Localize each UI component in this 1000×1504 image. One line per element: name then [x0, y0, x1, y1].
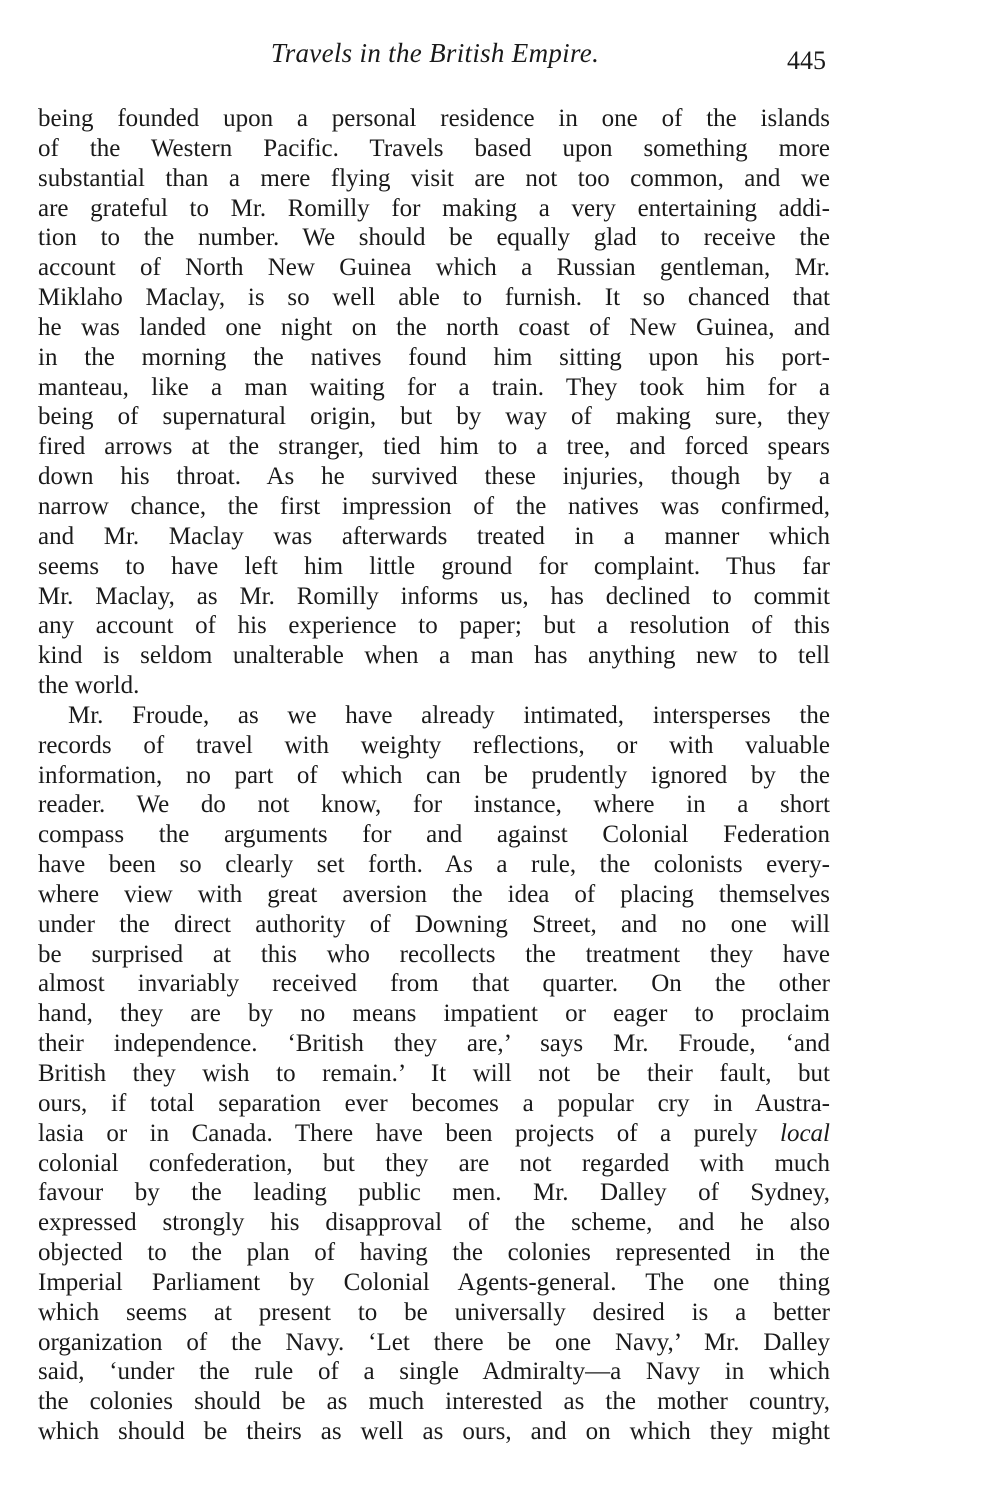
text-line: seems to have left him little ground for complaint. Thus far	[38, 552, 830, 580]
text-line: said, ‘under the rule of a single Admiralty—a Navy in which	[38, 1358, 830, 1386]
text-line: manteau, like a man waiting for a train. They took him for a	[38, 373, 830, 401]
text-line: being founded upon a personal residence in one of the islands	[38, 105, 830, 132]
text-line: British they wish to remain.’ It will not be their fault, but	[38, 1060, 830, 1087]
text-line: expressed strongly his disapproval of the scheme, and he also	[38, 1209, 830, 1237]
text-line: any account of his experience to paper; but a resolution of this	[38, 612, 830, 640]
text-line: which seems at present to be universally desired is a better	[38, 1298, 830, 1326]
text-line: fired arrows at the stranger, tied him to a tree, and forced spears	[38, 433, 830, 461]
text-line: tion to the number. We should be equally glad to receive the	[38, 224, 830, 252]
text-line: kind is seldom unalterable when a man has anything new to tell	[38, 642, 830, 670]
text-line: compass the arguments for and against Colonial Federation	[38, 821, 830, 849]
text-segment: lasia or in Canada. There have been projects of a purely	[38, 1119, 758, 1147]
text-line: narrow chance, the first impression of the natives was confirmed,	[38, 492, 830, 520]
text-line: down his throat. As he survived these injuries, though by a	[38, 463, 830, 491]
text-line: are grateful to Mr. Romilly for making a very entertaining addi-	[38, 194, 830, 222]
text-line: colonial confederation, but they are not regarded with much	[38, 1149, 830, 1177]
text-line: being of supernatural origin, but by way of making sure, they	[38, 403, 830, 431]
text-line: be surprised at this who recollects the treatment they have	[38, 940, 830, 968]
text-line: reader. We do not know, for instance, where in a short	[38, 791, 830, 819]
text-line: have been so clearly set forth. As a rule, the colonists every-	[38, 851, 830, 879]
text-line: the world.	[38, 672, 140, 700]
text-line: information, no part of which can be prudently ignored by the	[38, 761, 830, 789]
text-line: Miklaho Maclay, is so well able to furnish. It so chanced that	[38, 284, 830, 312]
text-line: where view with great aversion the idea of placing themselves	[38, 880, 830, 908]
text-line: Mr. Maclay, as Mr. Romilly informs us, has declined to commit	[38, 582, 830, 610]
text-line: almost invariably received from that quarter. On the other	[38, 970, 830, 998]
text-line: and Mr. Maclay was afterwards treated in a manner which	[38, 522, 830, 550]
text-line: organization of the Navy. ‘Let there be one Navy,’ Mr. Dalley	[38, 1328, 830, 1356]
text-line: Mr. Froude, as we have already intimated, intersperses the	[68, 701, 830, 729]
text-line: ours, if total separation ever becomes a popular cry in Austra-	[38, 1089, 830, 1117]
text-line: of the Western Pacific. Travels based upon something more	[38, 134, 830, 162]
text-line: account of North New Guinea which a Russian gentleman, Mr.	[38, 254, 830, 282]
page-number: 445	[787, 46, 826, 75]
text-line: in the morning the natives found him sitting upon his port-	[38, 343, 830, 371]
text-line: favour by the leading public men. Mr. Dalley of Sydney,	[38, 1179, 830, 1207]
running-header	[40, 38, 830, 78]
text-line: their independence. ‘British they are,’ says Mr. Froude, ‘and	[38, 1030, 830, 1058]
text-line: records of travel with weighty reflections, or with valuable	[38, 731, 830, 759]
text-line: which should be theirs as well as ours, and on which they might	[38, 1418, 830, 1446]
text-line-with-italic	[38, 1119, 830, 1149]
italic-word: local	[780, 1119, 831, 1147]
text-line: Imperial Parliament by Colonial Agents-general. The one thing	[38, 1268, 830, 1296]
text-line: the colonies should be as much interested as the mother country,	[38, 1388, 830, 1416]
body-text	[38, 104, 830, 1447]
text-line: hand, they are by no means impatient or eager to proclaim	[38, 1000, 830, 1028]
running-title: Travels in the British Empire.	[270, 38, 600, 68]
text-line: objected to the plan of having the colonies represented in the	[38, 1239, 830, 1267]
text-line: under the direct authority of Downing Street, and no one will	[38, 910, 830, 938]
text-line: substantial than a mere flying visit are not too common, and we	[38, 164, 830, 192]
text-line: he was landed one night on the north coast of New Guinea, and	[38, 313, 830, 341]
